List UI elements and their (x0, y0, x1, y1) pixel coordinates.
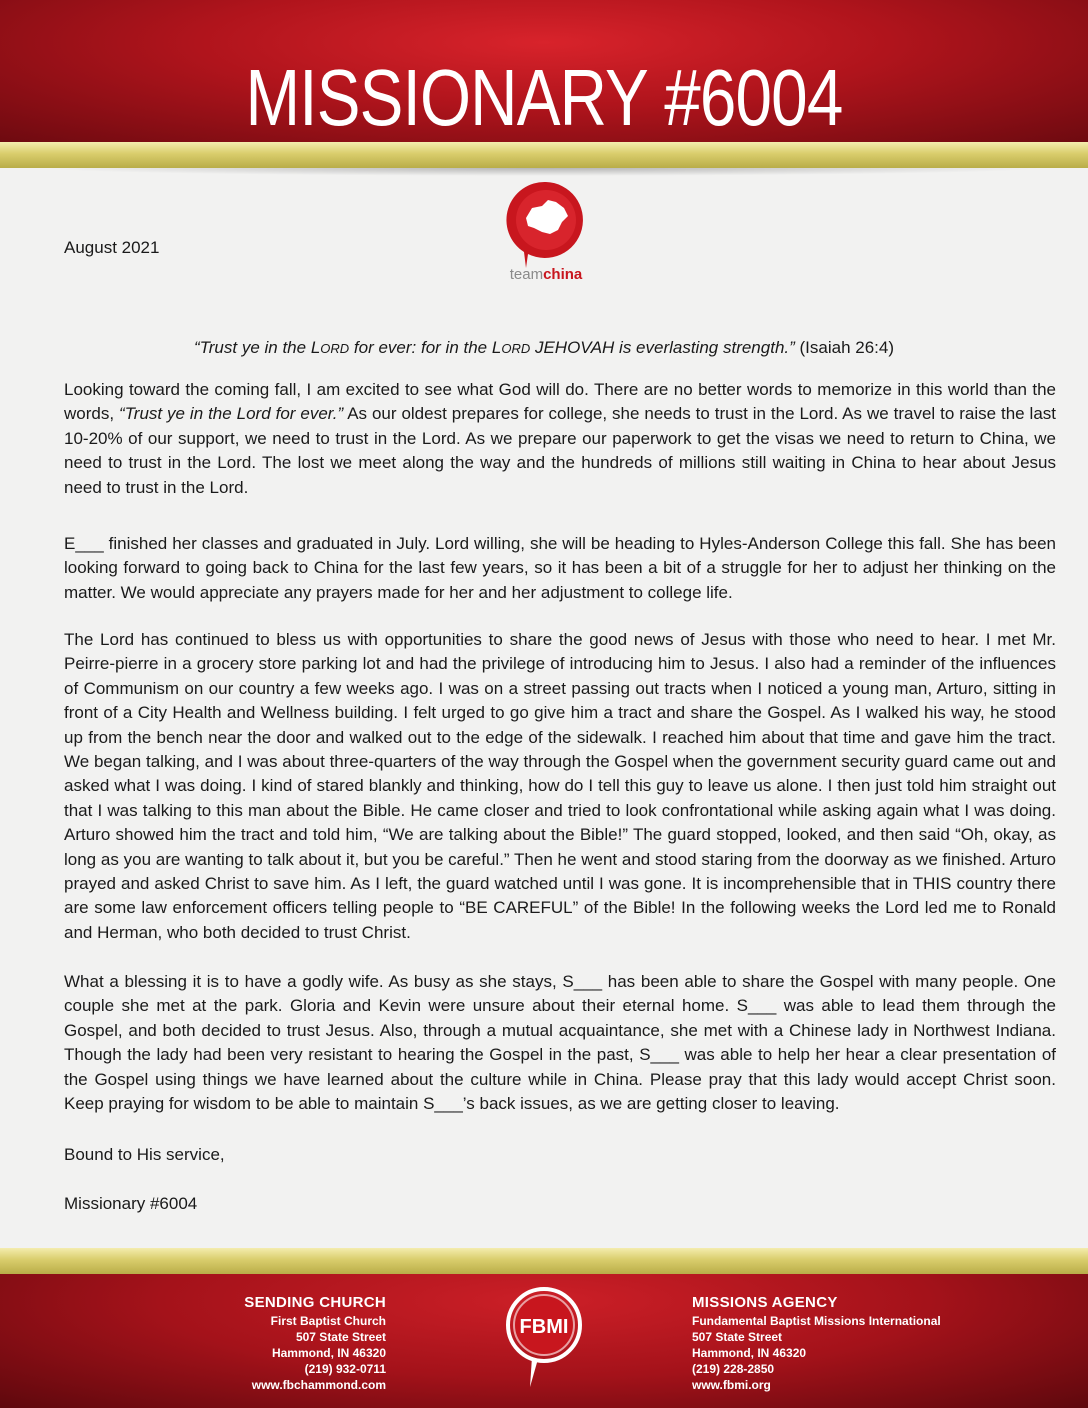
logo-caption: teamchina (509, 266, 583, 283)
missions-agency-info: MISSIONS AGENCY Fundamental Baptist Missions International 507 State Street Hammond, IN 46320 (219) 228-2850 www.fbmi.org (692, 1294, 941, 1392)
paragraph-2: E___ finished her classes and graduated in July. Lord willing, she will be heading to Hyles-Anderson College this fall. She has been looking forward to going back to China for the last few years, so it has been a bit of a struggle for her to adjust her thinking on the matter. We would appreciate any prayers made for her and her adjustment to college life. (64, 534, 1056, 602)
fbmi-pin-icon (502, 1283, 586, 1393)
scripture-verse: “Trust ye in the LORD for ever: for in the LORD JEHOVAH is everlasting strength.” (Isaiah 26:4) (193, 338, 895, 357)
header-gold-stripe (0, 142, 1088, 168)
letter-signature: Missionary #6004 (64, 1194, 198, 1213)
paragraph-3: The Lord has continued to bless us with opportunities to share the good news of Jesus with those who need to hear. I met Mr. Peirre-pierre in a grocery store parking lot and had the privilege of introducing him to Jesus. I also had a reminder of the influences of Communism on our country a few weeks ago. I was on a street passing out tracts when I noticed a young man, Arturo, sitting in front of a City Health and Wellness building. I felt urged to go give him a tract and share the Gospel. As I walked his way, he stood up from the bench near the door and walked out to the edge of the sidewalk. I reached him about that time and gave him the tract. We began talking, and I was about three-quarters of the way through the Gospel when the government security guard came out and asked what I was doing. I kind of stared blankly and thinking, how do I tell this guy to leave us alone. I then just told him straight out that I was talking to this man about the Bible. He came closer and tried to look confrontational while asking again what I was doing. Arturo showed him the tract and told him, “We are talking about the Bible!” The guard stopped, looked, and then said “Oh, okay, as long as you are wanting to talk about it, but you be careful.” Then he went and stood staring from the doorway as we finished. Arturo prayed and asked Christ to save him. As I left, the guard watched until I was gone. It is incomprehensible that in THIS country there are some law enforcement officers telling people to “BE CAREFUL” of the Bible! In the following weeks the Lord led me to Ronald and Herman, who both decided to trust Christ. (64, 630, 1056, 942)
sending-church-info: SENDING CHURCH First Baptist Church 507 State Street Hammond, IN 46320 (219) 932-0711 www.fbchammond.com (244, 1294, 386, 1392)
letter-date: August 2021 (64, 238, 160, 257)
china-map-pin-icon (498, 178, 594, 270)
header-banner (0, 0, 1088, 142)
paragraph-4: What a blessing it is to have a godly wife. As busy as she stays, S___ has been able to share the Gospel with many people. One couple she met at the park. Gloria and Kevin were unsure about their eternal home. S___ was able to lead them through the Gospel, and both decided to trust Jesus. Also, through a mutual acquaintance, she met with a Chinese lady in Northwest Indiana. Though the lady had been very resistant to hearing the Gospel in the past, S___ was able to help her hear a clear presentation of the Gospel using things we have learned about the culture while in China. Please pray that this lady would accept Christ soon. Keep praying for wisdom to be able to maintain S___’s back issues, as we are getting closer to leaving. (64, 972, 1056, 1114)
letter-closing: Bound to His service, (64, 1145, 225, 1164)
footer-gold-stripe (0, 1248, 1088, 1274)
agency-website[interactable]: www.fbmi.org (692, 1378, 771, 1392)
sending-church-website[interactable]: www.fbchammond.com (251, 1378, 386, 1392)
verse-reference: (Isaiah 26:4) (794, 338, 895, 357)
header-shadow (40, 168, 1048, 176)
paragraph-1: Looking toward the coming fall, I am excited to see what God will do. There are no better words to memorize in this world than the words, “Trust ye in the Lord for ever.” As our oldest prepares for college, she needs to trust in the Lord. As we travel to raise the last 10-20% of our support, we need to trust in the Lord. As we prepare our paperwork to get the visas we need to return to China, we need to trust in the Lord. The lost we meet along the way and the hundreds of millions still waiting in China to hear about Jesus need to trust in the Lord. (64, 380, 1056, 497)
page-title: MISSIONARY #6004 (245, 53, 843, 142)
team-china-logo (498, 178, 594, 290)
fbmi-logo (502, 1283, 586, 1393)
fbmi-logo-text: FBMI (519, 1316, 569, 1338)
